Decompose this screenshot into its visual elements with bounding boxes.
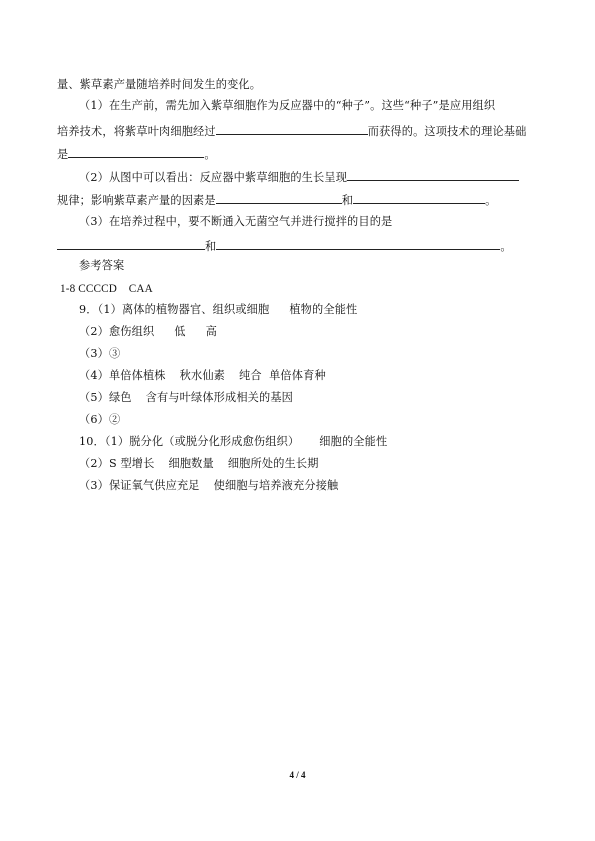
text: 秋水仙素 (179, 369, 225, 382)
text: 细胞数量 (168, 457, 214, 470)
answer-9-4 (79, 369, 569, 383)
text: 含有与叶绿体形成相关的基因 (145, 391, 294, 404)
answer-9-1 (79, 303, 569, 317)
answer-blank (68, 146, 204, 158)
question-2-line-1 (79, 169, 569, 185)
answers-heading (79, 259, 569, 273)
text: （6）② (79, 413, 121, 426)
text: （3）保证氧气供应充足 (79, 479, 200, 492)
text: 规律；影响紫草素产量的因素是 (57, 194, 216, 207)
text: （4）单倍体植株 (79, 369, 166, 382)
answer-9-3 (79, 347, 569, 361)
answer-blank (57, 238, 205, 250)
text: （2）愈伤组织 (79, 325, 155, 338)
text: （3）在培养过程中，要不断通入无菌空气并进行搅拌的目的是 (79, 215, 393, 228)
text: （3）③ (79, 347, 121, 360)
text: 低 (174, 325, 186, 338)
answer-10-1 (79, 435, 569, 449)
text: （2）S 型增长 (79, 457, 155, 470)
answer-10-2 (79, 457, 569, 471)
text-line (57, 78, 547, 92)
text: 9．（1）离体的植物器官、组织或细胞 (79, 303, 270, 316)
answer-9-2 (79, 325, 569, 339)
question-1-line-2 (57, 123, 547, 139)
answer-9-6 (79, 413, 569, 427)
answer-blank (216, 238, 500, 250)
answer-9-5 (79, 391, 569, 405)
text: 。 (204, 148, 216, 161)
text: 使细胞与培养液充分接触 (213, 479, 339, 492)
question-3-line-2 (57, 238, 547, 254)
page-number: 4 / 4 (289, 770, 306, 780)
question-3-line-1 (79, 215, 569, 229)
text: （2）从图中可以看出：反应器中紫草细胞的生长呈现 (79, 171, 348, 184)
text: 纯合 单倍体育种 (239, 369, 326, 382)
text: 植物的全能性 (289, 303, 358, 316)
text: 。 (500, 240, 512, 253)
text: （1）在生产前，需先加入紫草细胞作为反应器中的“种子”。这些“种子”是应用组织 (79, 99, 496, 112)
text: 。 (485, 194, 497, 207)
text: 高 (205, 325, 217, 338)
text: 细胞所处的生长期 (227, 457, 319, 470)
text: 和 (341, 194, 354, 207)
text: 1-8 CCCCD CAA (60, 283, 153, 295)
text: 10．（1）脱分化（或脱分化形成愈伤组织） (79, 435, 300, 448)
answer-blank (347, 169, 519, 181)
text: 和 (205, 240, 217, 253)
text: 参考答案 (79, 259, 125, 272)
answer-1-8 (60, 282, 550, 296)
text: （5）绿色 (79, 391, 132, 404)
answer-blank (353, 192, 485, 204)
question-1-line-1 (79, 99, 569, 113)
text: 量、紫草素产量随培养时间发生的变化。 (57, 78, 262, 91)
answer-blank (216, 192, 342, 204)
text: 而获得的。这项技术的理论基础 (367, 125, 527, 138)
text: 培养技术，将紫草叶肉细胞经过 (57, 125, 216, 138)
question-2-line-2 (57, 192, 547, 208)
text: 细胞的全能性 (319, 435, 388, 448)
text: 是 (57, 148, 69, 161)
answer-10-3 (79, 479, 569, 493)
answer-blank (216, 123, 368, 135)
question-1-line-3 (57, 146, 547, 162)
